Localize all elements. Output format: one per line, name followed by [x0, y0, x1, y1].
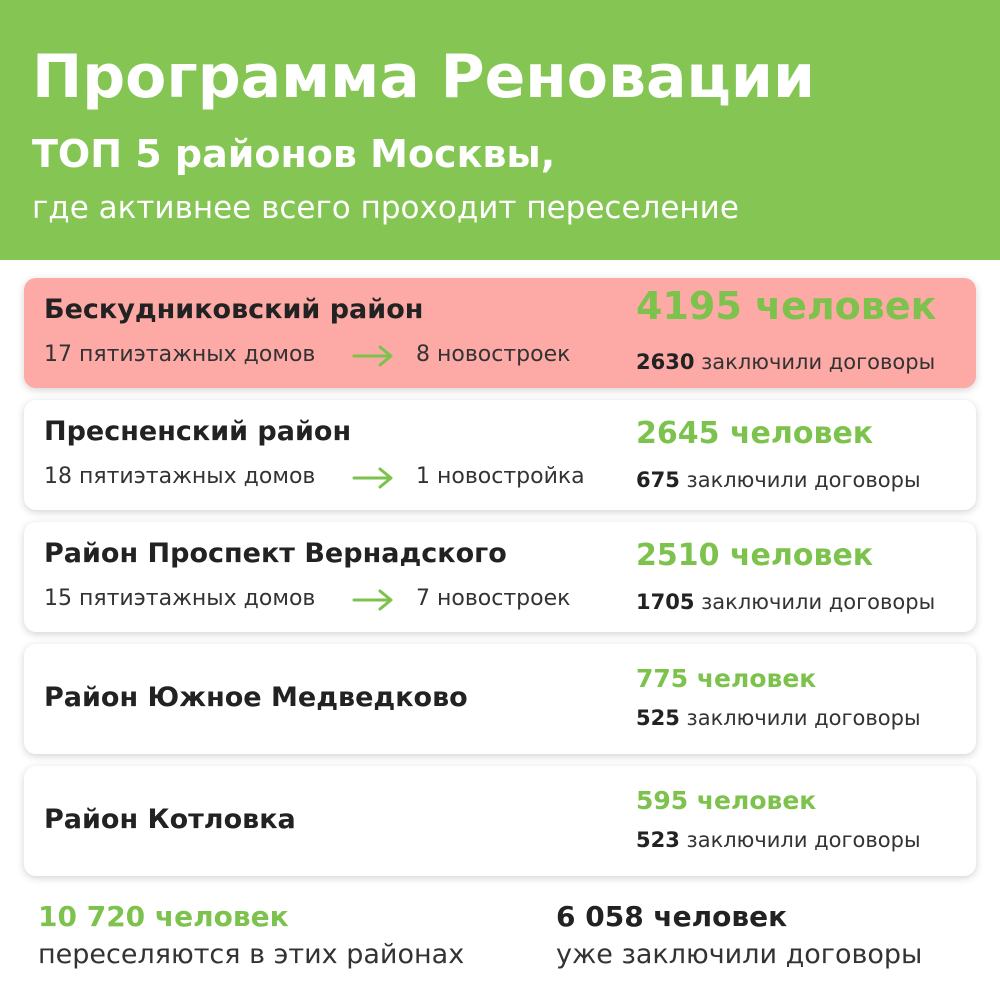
page-subtitle: ТОП 5 районов Москвы, — [32, 132, 556, 176]
arrow-right-icon — [352, 466, 396, 490]
district-name: Пресненский район — [44, 416, 352, 447]
contracts-count: 1705 — [636, 590, 695, 614]
total-relocating — [38, 900, 464, 970]
district-name: Бескудниковский район — [44, 294, 424, 325]
contracts-text: заключили договоры — [686, 828, 921, 852]
total-relocating-text: переселяются в этих районах — [38, 939, 465, 970]
total-contracted — [556, 900, 922, 970]
district-people: 2510 человек — [636, 538, 874, 573]
total-contracted-people: 6 058 человек — [556, 900, 788, 933]
contracts-count: 523 — [636, 828, 680, 852]
district-new-buildings: 1 новостройка — [416, 464, 585, 489]
district-people: 775 человек — [636, 664, 817, 693]
district-people: 2645 человек — [636, 416, 874, 451]
total-relocating-people: 10 720 человек — [38, 900, 289, 933]
header-banner — [0, 0, 1000, 260]
page-title: Программа Реновации — [32, 42, 815, 112]
contracts-text: заключили договоры — [701, 350, 936, 374]
district-card-1 — [24, 278, 976, 388]
district-new-buildings: 8 новостроек — [416, 342, 571, 367]
district-card-4 — [24, 644, 976, 754]
district-people: 595 человек — [636, 786, 817, 815]
page-subtitle-secondary: где активнее всего проходит переселение — [32, 190, 739, 226]
district-card-2 — [24, 400, 976, 510]
district-new-buildings: 7 новостроек — [416, 586, 571, 611]
district-contracts — [636, 828, 921, 852]
arrow-right-icon — [352, 344, 396, 368]
district-contracts — [636, 350, 935, 374]
district-houses: 17 пятиэтажных домов — [44, 342, 316, 367]
contracts-count: 525 — [636, 706, 680, 730]
district-name: Район Южное Медведково — [44, 682, 468, 713]
district-contracts — [636, 706, 921, 730]
contracts-text: заключили договоры — [701, 590, 936, 614]
district-houses: 18 пятиэтажных домов — [44, 464, 316, 489]
district-name: Район Котловка — [44, 804, 296, 835]
district-contracts — [636, 590, 935, 614]
district-card-5 — [24, 766, 976, 876]
contracts-text: заключили договоры — [686, 468, 921, 492]
contracts-text: заключили договоры — [686, 706, 921, 730]
district-card-3 — [24, 522, 976, 632]
contracts-count: 675 — [636, 468, 680, 492]
district-houses: 15 пятиэтажных домов — [44, 586, 316, 611]
total-contracted-text: уже заключили договоры — [556, 939, 923, 970]
district-name: Район Проспект Вернадского — [44, 538, 507, 569]
district-people: 4195 человек — [636, 284, 937, 328]
district-contracts — [636, 468, 921, 492]
contracts-count: 2630 — [636, 350, 695, 374]
arrow-right-icon — [352, 588, 396, 612]
